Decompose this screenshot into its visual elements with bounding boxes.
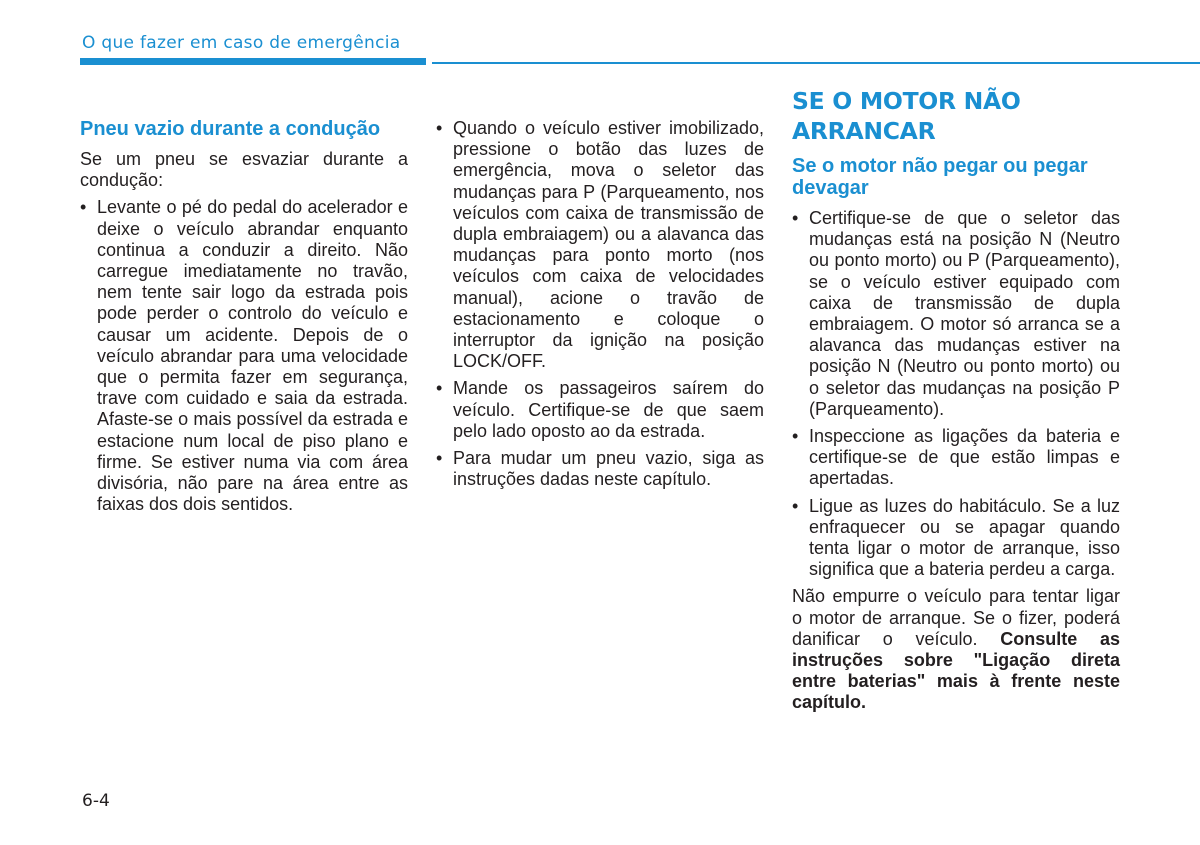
closing-bold-reference: Consulte as instruções sobre "Ligação direta entre baterias" mais à frente neste capítulo. [792, 628, 1120, 713]
chapter-title: O que fazer em caso de emergência [82, 33, 401, 53]
bullet-list-stop-procedure [436, 118, 764, 490]
heading-flat-tire: Pneu vazio durante a condução [80, 118, 381, 140]
bullet-marker: • [436, 118, 443, 138]
list-item [436, 118, 764, 372]
section-title [792, 86, 1120, 146]
list-item-text: Inspeccione as ligações da bateria e certifique-se de que estão limpas e apertadas. [809, 426, 1120, 489]
section-title-line-1: SE O MOTOR NÃO [792, 87, 1021, 115]
list-item-text: Para mudar um pneu vazio, siga as instruções dadas neste capítulo. [453, 448, 764, 490]
column-3 [792, 86, 1120, 720]
list-item [436, 448, 764, 490]
list-item-text: Levante o pé do pedal do acelerador e deixe o veículo abrandar enquanto continua a conduzir a direito. Não carregue imediatamente no travão, nem tente sair logo da estrada pois pode perder o controlo do veículo e causar um acidente. Depois de o veículo abrandar para uma velocidade que o permita fazer em segurança, trave com cuidado e saia da estrada. Afaste-se o mais possível da estrada e estacione num local de piso plano e firme. Se estiver numa via com área divisória, não pare na área entre as faixas dos dois sentidos. [97, 197, 408, 515]
list-item [792, 496, 1120, 581]
list-item-text: Quando o veículo estiver imobilizado, pressione o botão das luzes de emergência, mova o seletor das mudanças para P (Parqueamento, nos veículos com caixa de transmissão de dupla embraiagem) ou a alavanca das mudanças para ponto morto (nos veículos com caixa de velocidades manual), acione o travão de estacionamento e coloque o interruptor da ignição na posição LOCK/OFF. [453, 118, 764, 372]
list-item-text: Certifique-se de que o seletor das mudanças está na posição N (Neutro ou ponto morto) ou P (Parqueamento), se o veículo estiver equipado com caixa de transmissão de dupla embraiagem. O motor só arranca se a alavanca das mudanças estiver na posição N (Neutro ou ponto morto) ou o seletor das mudanças na posição P (Parqueamento). [809, 208, 1120, 419]
list-item-text: Ligue as luzes do habitáculo. Se a luz enfraquecer ou se apagar quando tenta ligar o motor de arranque, isso significa que a bateria perdeu a carga. [809, 495, 1120, 580]
bullet-marker: • [80, 197, 87, 218]
closing-normal-text: Não empurre o veículo para tentar ligar o motor de arranque. Se o fizer, poderá danificar o veículo. [792, 586, 1120, 649]
heading-engine-slow: Se o motor não pegar ou pegar devagar [792, 155, 1088, 199]
bullet-marker: • [792, 426, 799, 447]
list-item [792, 426, 1120, 490]
bullet-marker: • [792, 208, 799, 228]
list-item-text: Mande os passageiros saírem do veículo. Certifique-se de que saem pelo lado oposto ao da estrada. [453, 378, 764, 441]
list-item [80, 197, 408, 515]
header-rule-thick [80, 58, 426, 65]
closing-paragraph [792, 586, 1120, 713]
column-1 [80, 118, 408, 521]
bullet-list-engine [792, 208, 1120, 580]
section-title-line-2: ARRANCAR [792, 117, 936, 145]
bullet-list-flat-tire [80, 197, 408, 515]
list-item [792, 208, 1120, 420]
page-number: 6-4 [82, 791, 110, 811]
bullet-marker: • [436, 448, 443, 469]
bullet-marker: • [436, 378, 443, 399]
list-item [436, 378, 764, 442]
column-2 [436, 118, 764, 496]
intro-paragraph: Se um pneu se esvaziar durante a condução: [80, 149, 408, 191]
header-rule-thin [432, 62, 1200, 64]
bullet-marker: • [792, 495, 799, 516]
